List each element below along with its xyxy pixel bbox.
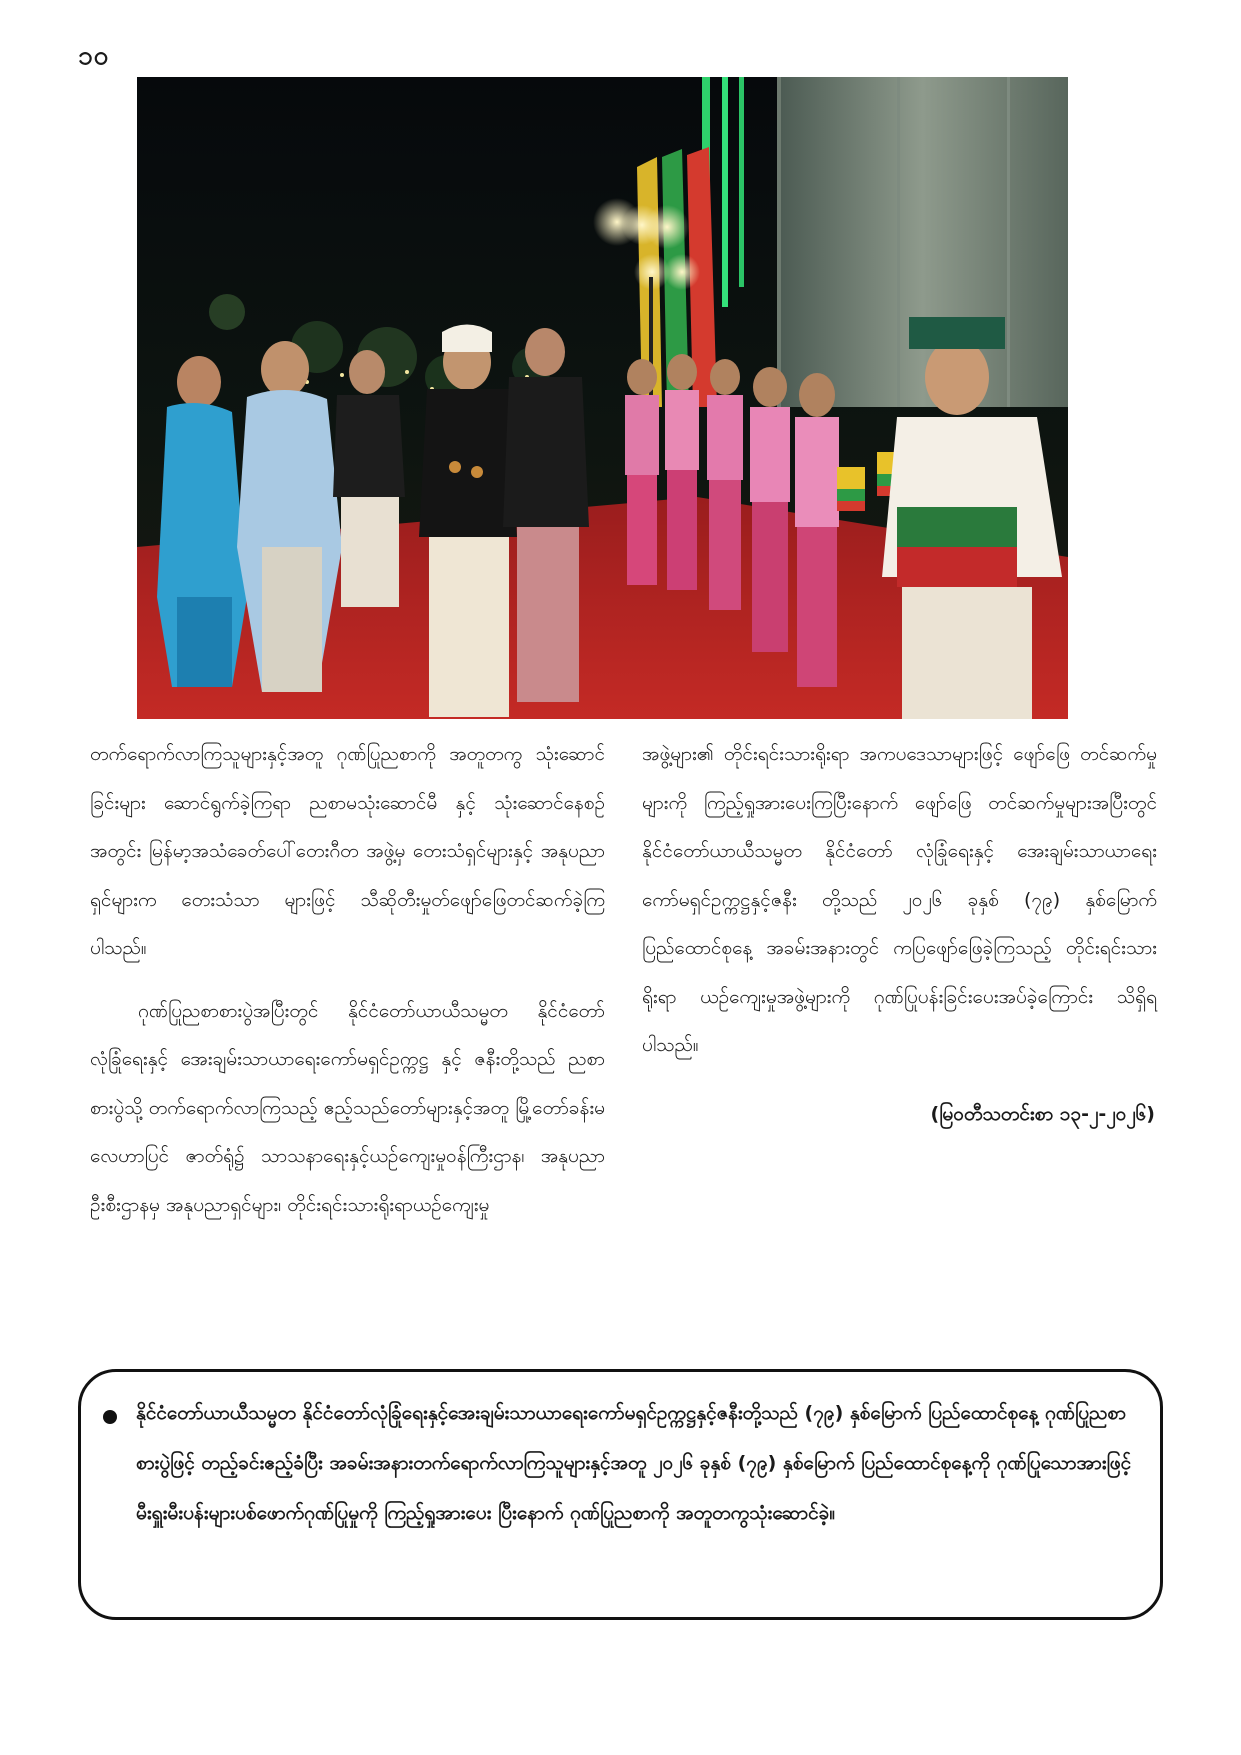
summary-box — [78, 1369, 1163, 1620]
article-paragraph: အဖွဲ့များ၏ တိုင်းရင်းသားရိုးရာ အကပဒေသာများဖြင့် ဖျော်ဖြေ တင်ဆက်မှုများကို ကြည့်ရှုအားပေးကြပြီးနောက် ဖျော်ဖြေ တင်ဆက်မှုများအပြီးတွင် နိုင်ငံတော်ယာယီသမ္မတ နိုင်ငံတော် လုံခြုံရေးနှင့် အေးချမ်းသာယာရေးကော်မရှင်ဥက္ကဋ္ဌနှင့်ဇနီး တို့သည် ၂၀၂၆ ခုနှစ် (၇၉) နှစ်မြောက် ပြည်ထောင်စုနေ့ အခမ်းအနားတွင် ကပြဖျော်ဖြေခဲ့ကြသည့် တိုင်းရင်းသားရိုးရာ ယဉ်ကျေးမှုအဖွဲ့များကို ဂုဏ်ပြုပန်းခြင်းပေးအပ်ခဲ့ကြောင်း သိရှိရပါသည်။ — [642, 743, 1157, 1056]
event-photo — [137, 77, 1068, 719]
page-number: ၁၀ — [78, 41, 110, 71]
article-paragraph: ဂုဏ်ပြုညစာစားပွဲအပြီးတွင် နိုင်ငံတော်ယာယီသမ္မတ နိုင်ငံတော်လုံခြုံရေးနှင့် အေးချမ်းသာယာရေးကော်မရှင်ဥက္ကဋ္ဌ နှင့် ဇနီးတို့သည် ညစာစားပွဲသို့ တက်ရောက်လာကြသည့် ဧည့်သည်တော်များနှင့်အတူ မြို့တော်ခန်းမ လေဟာပြင် ဇာတ်ရုံ၌ သာသနာရေးနှင့်ယဉ်ကျေးမှုဝန်ကြီးဌာန၊ အနုပညာ ဦးစီးဌာနမှ အနုပညာရှင်များ၊ တိုင်းရင်းသားရိုးရာယဉ်ကျေးမှု — [90, 999, 605, 1216]
article-paragraph: တက်ရောက်လာကြသူများနှင့်အတူ ဂုဏ်ပြုညစာကို အတူတကွ သုံးဆောင်ခြင်းများ ဆောင်ရွက်ခဲ့ကြရာ ညစာမသုံးဆောင်မီ နှင့် သုံးဆောင်နေစဉ်အတွင်း မြန်မာ့အသံခေတ်ပေါ်တေးဂီတ အဖွဲ့မှ တေးသံရှင်များနှင့် အနုပညာရှင်များက တေးသံသာ များဖြင့် သီဆိုတီးမှုတ်ဖျော်ဖြေတင်ဆက်ခဲ့ကြပါသည်။ — [90, 743, 605, 959]
bullet-icon — [103, 1410, 117, 1424]
summary-text: နိုင်ငံတော်ယာယီသမ္မတ နိုင်ငံတော်လုံခြုံရေးနှင့်အေးချမ်းသာယာရေးကော်မရှင်ဥက္ကဋ္ဌနှင့်ဇနီးတို့သည် (၇၉) နှစ်မြောက် ပြည်ထောင်စုနေ့ ဂုဏ်ပြုညစာစားပွဲဖြင့် တည့်ခင်းဧည့်ခံပြီး အခမ်းအနားတက်ရောက်လာကြသူများနှင့်အတူ ၂၀၂၆ ခုနှစ် (၇၉) နှစ်မြောက် ပြည်ထောင်စုနေ့ကို ဂုဏ်ပြုသောအားဖြင့် မီးရှူးမီးပန်းများပစ်ဖောက်ဂုဏ်ပြုမှုကို ကြည့်ရှုအားပေး ပြီးနောက် ဂုဏ်ပြုညစာကို အတူတကွသုံးဆောင်ခဲ့။ — [136, 1402, 1132, 1524]
article-right-column — [642, 730, 1157, 1152]
article-source: (မြဝတီသတင်းစာ ၁၃-၂-၂၀၂၆) — [930, 1102, 1155, 1125]
article-left-column — [90, 730, 605, 1243]
